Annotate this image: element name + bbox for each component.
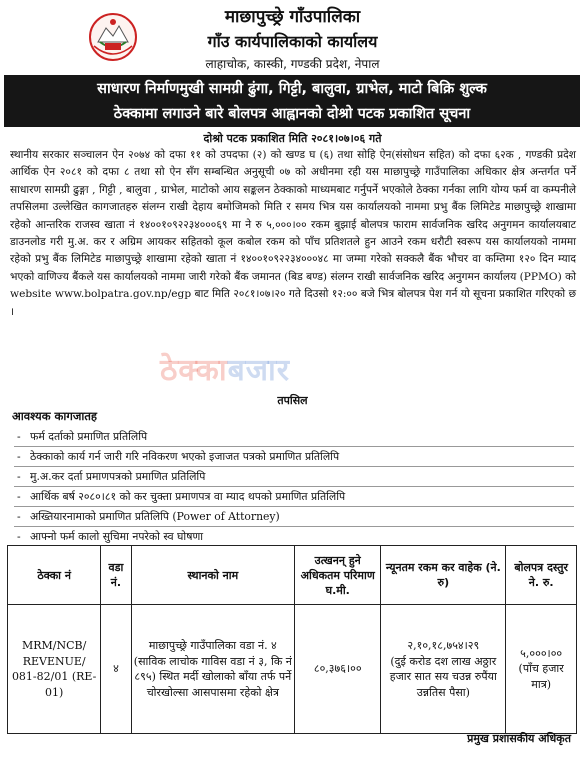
notice-banner [4,75,580,127]
min-amount-words: (दुई करोड दश लाख अठ्ठार हजार सात सय चउन्न रुपैंया उन्नतिस पैसा) [389,654,497,699]
min-amount-value: २,१०,१८,७५४।२९ [407,639,480,652]
table-row [8,605,577,734]
notice-body: स्थानीय सरकार सञ्चालन ऐन २०७४ को दफा ११ को उपदफा (२) को खण्ड घ (६) तथा सोहि ऐन(संसोधन सहित) को दफा ६२क , गण्डकी प्रदेश आर्थिक ऐन २०८१ को दफा ८ तथा सो ऐन सँग सम्बन्धित अनुसूची ०७ को अधीनमा रही यस माछापुच्छ्रे गाउँपालिका अधिकार क्षेत्र अन्तर्गत पर्ने साधारण सामग्री ढुङ्गा , गिट्टी , बालुवा , ग्राभेल, माटोको आय सङ्कलन ठेक्काको माध्यमबाट गर्नुपर्ने भएकोले ठेक्का गर्नका लागि योग्य फर्म वा कम्पनीले तपसिलमा उल्लेखित कागजातहरु संलग्न राखी देहाय बमोजिमको मिति र समय भित्र यस कार्यालयको नाममा प्रभु बैंक लिमिटेड माछापुच्छ्रे शाखामा रहेको आन्तरिक राजस्व खाता नं १४००१०९२२३४०००६९ मा ने रु ५,०००।०० रकम बुझाई बोलपत्र फाराम सार्वजनिक खरिद अनुगमन कार्यालयबाट डाउनलोड गरी मु.अ. कर र अग्रिम आयकर सहितको कूल कबोल रकम को पाँच प्रतिशतले हुन आउने रकम धरौटी स्वरूप यस कार्यालयको नाममा रहेको प्रभु बैंक लिमिटेड माछापुच्छ्रे शाखामा रहेको खाता नं १४००१०९२२३४०००४८ मा जम्मा गरेको सक्कलै बैंक भौचर वा कम्तिमा १२० दिन म्याद भएको वाणिज्य बैंकले यस कार्यालयको नाममा जारी गरेको बैंक जमानत (बिड बण्ड) संलग्न राखी सार्वजनिक खरिद अनुगमन कार्यालय (PPMO) को website www.bolpatra.gov.np/egp बाट मिति २०८१।०७।२० गते दिउसो १२:०० बजे भित्र बोलपत्र पेश गर्न यो सूचना प्रकाशित गरिएको छ । [10,149,576,318]
publication-date: दोश्रो पटक प्रकाशित मिति २०८१।०७।०६ गते [203,132,382,145]
office-title-line2: गाँउ कार्यपालिकाको कार्यालय [207,32,378,51]
cell-contract-no: MRM/NCB/ REVENUE/ 081-82/01 (RE-01) [8,605,101,734]
list-item: - मु.अ.कर दर्ता प्रमाणपत्रको प्रमाणित प्रतिलिपि [14,467,574,487]
cell-max-quantity: ८०,३७६।०० [295,605,381,734]
cell-min-amount [381,605,506,734]
office-address: लाहाचोक, कास्की, गण्डकी प्रदेश, नेपाल [205,57,380,71]
office-title-line1: माछापुच्छ्रे गाँउपालिका [224,7,361,27]
watermark-part2: बजार [227,353,291,388]
contract-table [7,545,577,734]
tapasil-heading: तपसिल [277,394,308,407]
list-item: - ठेक्काको कार्य गर्न जारी गरि नविकरण भएको इजाजत पत्रको प्रमाणित प्रतिलिपि [14,447,574,467]
documents-list [14,427,574,546]
bid-fee-value: ५,०००।०० [520,646,563,660]
cell-location: माछापुच्छ्रे गाउँपालिका वडा नं. ४ (साविक लाचोक गाविस वडा नं ३, कि नं ८९५) स्थित मर्दी खोलाको बाँया तर्फ पर्ने चोरखोल्सा आसपासमा रहेको क्षेत्र [131,605,295,734]
banner-line2: ठेक्कामा लगाउने बारे बोलपत्र आह्वानको दोश्रो पटक प्रकाशित सूचना [113,106,471,122]
banner-line1: साधारण निर्माणमुखी सामग्री ढुंगा, गिट्टी, बालुवा, ग्राभेल, माटो बिक्रि शुल्क [97,81,487,97]
list-item: - आफ्नो फर्म कालो सुचिमा नपरेको स्व घोषणा [14,527,574,546]
list-item: - आर्थिक बर्ष २०८०।८१ को कर चुक्ता प्रमाणपत्र वा म्याद थपको प्रमाणित प्रतिलिपि [14,487,574,507]
header-max-quantity: उत्खनन् हुने अधिकतम परिमाण घ.मी. [295,546,381,605]
list-item: - फर्म दर्ताको प्रमाणित प्रतिलिपि [14,427,574,447]
list-item: - अख्तियारनामाको प्रमाणित प्रतिलिपि (Power of Attorney) [14,507,574,527]
header-ward: वडा नं. [101,546,131,605]
watermark [160,348,290,389]
header-location: स्थानको नाम [131,546,295,605]
header [6,0,579,72]
cell-bid-fee [506,605,577,734]
table-header-row [8,546,577,605]
documents-title: आवश्यक कागजातह [12,409,97,423]
cell-ward: ४ [101,605,131,734]
signature: प्रमुख प्रशासकीय अधिकृत [467,732,571,745]
header-contract-no: ठेक्का नं [8,546,101,605]
watermark-part1: ठेक्का [160,353,228,388]
header-bid-fee: बोलपत्र दस्तुर ने. रु. [506,546,577,605]
bid-fee-words: (पाँच हजार मात्र) [518,662,564,691]
header-min-amount: न्यूनतम रकम कर वाहेक (ने. रु) [381,546,506,605]
